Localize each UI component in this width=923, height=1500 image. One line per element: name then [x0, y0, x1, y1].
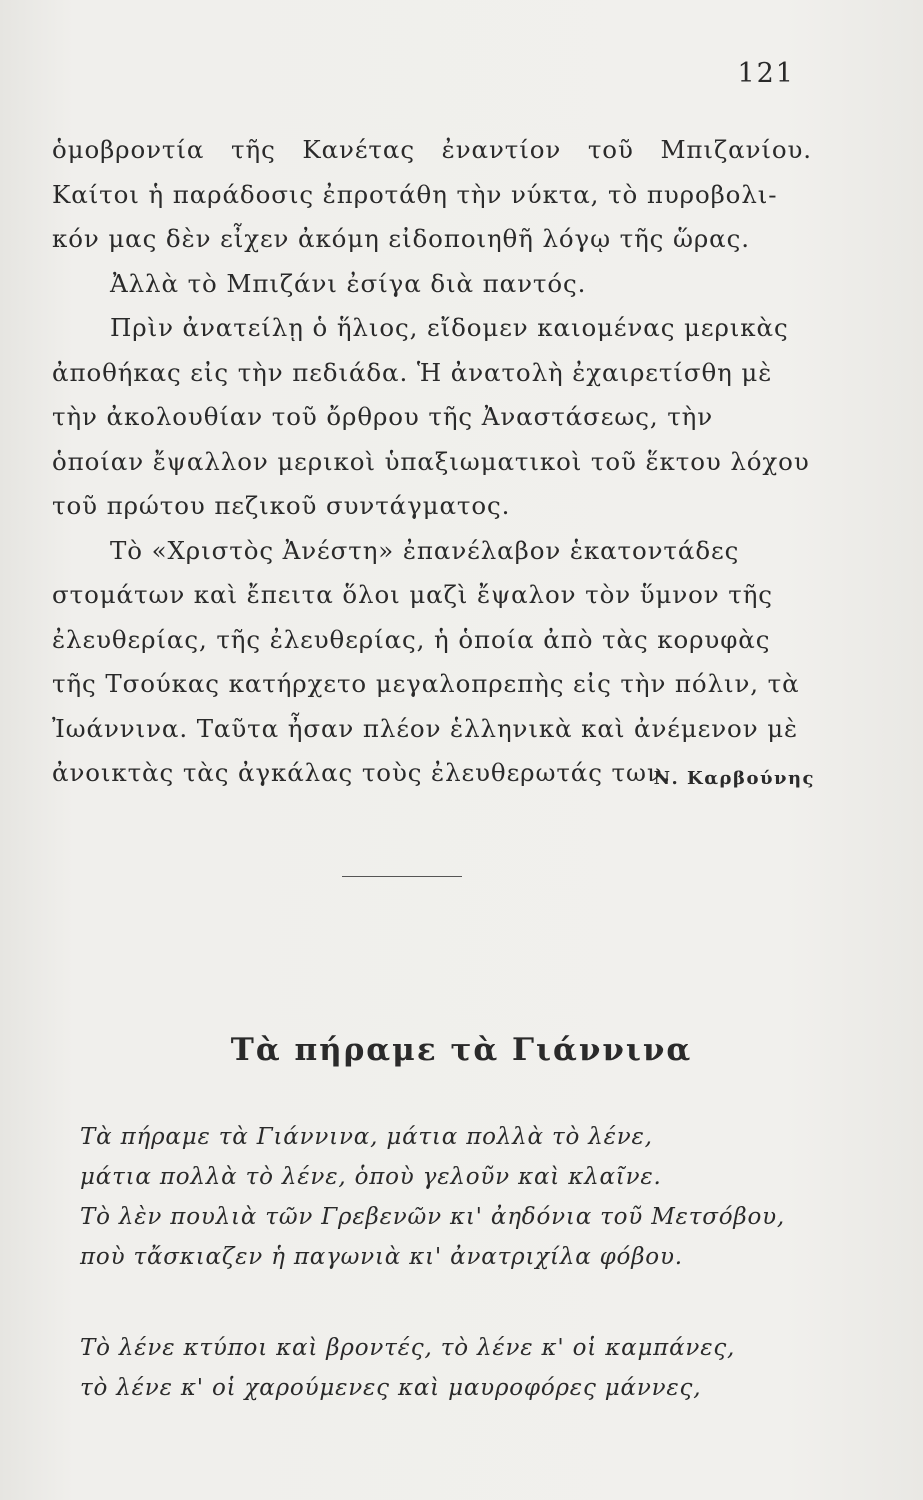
poem-line: Τὸ λένε κτύποι καὶ βροντές, τὸ λένε κ' οἱ καμπάνες,: [80, 1335, 736, 1361]
poem-line: μάτια πολλὰ τὸ λένε, ὁποὺ γελοῦν καὶ κλαῖνε.: [80, 1164, 662, 1190]
prose-line: ἐλευθερίας, τῆς ἐλευθερίας, ἡ ὁποία ἀπὸ τὰς κορυφὰς: [52, 624, 771, 654]
page-number: 121: [737, 58, 795, 89]
poem-stanza: [80, 1328, 840, 1408]
prose-line: στομάτων καὶ ἔπειτα ὅλοι μαζὶ ἔψαλον τὸν ὕμνον τῆς: [52, 580, 773, 609]
poem-stanza: [80, 1117, 840, 1277]
prose-line: Καίτοι ἡ παράδοσις ἐπροτάθη τὴν νύκτα, τὸ πυροβολι-: [52, 179, 778, 209]
poem-line: Τὸ λὲν πουλιὰ τῶν Γρεβενῶν κι' ἀηδόνια τοῦ Μετσόβου,: [80, 1204, 786, 1230]
poem-line: Τὰ πήραμε τὰ Γιάννινα, μάτια πολλὰ τὸ λένε,: [80, 1124, 653, 1150]
poem-line: τὸ λένε κ' οἱ χαρούμενες καὶ μαυροφόρες μάννες,: [80, 1375, 702, 1401]
prose-line: τὴν ἀκολουθίαν τοῦ ὄρθρου τῆς Ἀναστάσεως, τὴν: [52, 402, 714, 431]
prose-line: Πρὶν ἀνατείλῃ ὁ ἥλιος, εἴδομεν καιομένας μερικὰς: [110, 313, 789, 342]
prose-block: [52, 128, 812, 796]
prose-line: ἀποθήκας εἰς τὴν πεδιάδα. Ἡ ἀνατολὴ ἐχαιρετίσθη μὲ: [52, 357, 773, 387]
author-signature: Ν. Καρβούνης: [653, 768, 815, 789]
prose-line: Ἀλλὰ τὸ Μπιζάνι ἐσίγα διὰ παντός.: [110, 268, 587, 298]
prose-line: τῆς Τσούκας κατήρχετο μεγαλοπρεπὴς εἰς τὴν πόλιν, τὰ: [52, 669, 800, 698]
prose-line: Τὸ «Χριστὸς Ἀνέστη» ἐπανέλαβον ἑκατοντάδες: [110, 535, 740, 565]
prose-line: ὁμοβροντία τῆς Κανέτας ἐναντίον τοῦ Μπιζανίου.: [52, 135, 812, 164]
prose-line: ὁποίαν ἔψαλλον μερικοὶ ὑπαξιωματικοὶ τοῦ ἕκτου λόχου: [52, 446, 810, 476]
poem-line: ποὺ τἄσκιαζεν ἡ παγωνιὰ κι' ἀνατριχίλα φόβου.: [80, 1244, 683, 1270]
prose-line: Ἰωάννινα. Ταῦτα ἦσαν πλέον ἑλληνικὰ καὶ ἀνέμενον μὲ: [52, 713, 799, 743]
prose-line: κόν μας δὲν εἶχεν ἀκόμη εἰδοποιηθῆ λόγῳ τῆς ὥρας.: [52, 224, 750, 253]
poem-title: Τὰ πήραμε τὰ Γιάννινα: [230, 1032, 693, 1068]
section-divider: [342, 876, 462, 877]
prose-line: ἀνοικτὰς τὰς ἀγκάλας τοὺς ἐλευθερωτάς των.: [52, 758, 672, 787]
prose-line: τοῦ πρώτου πεζικοῦ συντάγματος.: [52, 491, 511, 520]
